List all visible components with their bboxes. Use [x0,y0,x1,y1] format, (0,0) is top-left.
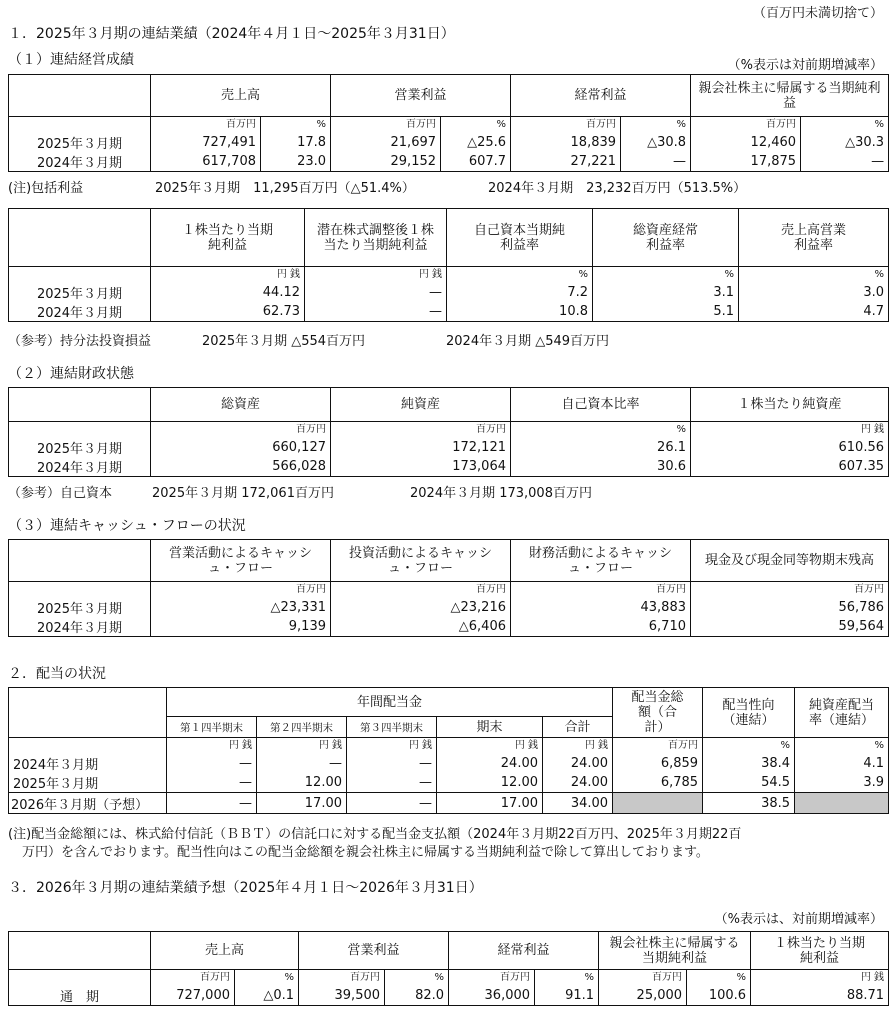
cell: 25,000 [599,986,687,1006]
unit-yen: 円 銭 [437,738,543,755]
cell: 34.00 [543,793,613,814]
cell: 6,859 [613,754,703,773]
cell: 610.56 [691,438,889,457]
unit-pct: % [441,117,511,134]
cell: △30.3 [801,133,889,152]
comprehensive-income-label: (注)包括利益 [8,181,84,196]
unit-cell [9,422,151,439]
comprehensive-income-2024: 2024年３月期 23,232百万円（513.5%） [488,181,747,196]
table-row [9,133,889,152]
row-label: 2025年３月期 [9,773,167,793]
cell: 5.1 [593,302,739,322]
table-row [9,598,889,617]
header-eps: １株当たり当期純利益 [151,209,305,267]
cell: △6,406 [331,617,511,637]
cell: 607.35 [691,457,889,477]
unit-pct: % [703,738,795,755]
shaded-cell [613,793,703,814]
unit-pct: % [535,970,599,987]
unit-pct: % [385,970,449,987]
header-dividend-on-equity: 純資産配当率（連結） [795,688,889,738]
cell: 24.00 [543,773,613,793]
shaded-cell [795,793,889,814]
header-sales: 売上高 [151,75,331,117]
unit-amount: 百万円 [151,970,235,987]
unit-yen: 円 銭 [543,738,613,755]
cell: 173,064 [331,457,511,477]
equity-method-2025: 2025年３月期 △554百万円 [202,334,366,349]
cell: 4.1 [795,754,889,773]
row-label: 2024年３月期 [9,457,151,477]
unit-yen: 円 銭 [751,970,889,987]
header-net-income: 親会社株主に帰属する当期純利益 [691,75,889,117]
cell: 6,785 [613,773,703,793]
header-q1: 第１四半期末 [167,717,257,738]
cell: 56,786 [691,598,889,617]
cell: — [801,152,889,172]
unit-cell [9,117,151,134]
pct-note: （%表示は対前期増減率） [727,58,883,73]
header-roe: 自己資本当期純利益率 [447,209,593,267]
cell: 12,460 [691,133,801,152]
equity-method-label: （参考）持分法投資損益 [8,334,152,349]
cell: 26.1 [511,438,691,457]
header-total-dividend: 配当金総額（合計） [613,688,703,738]
unit-amount: 百万円 [613,738,703,755]
unit-yen: 円 銭 [691,422,889,439]
cell: 100.6 [687,986,751,1006]
equity-2024: 2024年３月期 173,008百万円 [410,486,592,501]
header-operating-income: 営業利益 [299,932,449,970]
unit-cell [9,738,167,755]
corner-cell [9,388,151,422]
cell: 3.1 [593,283,739,302]
cell: 617,708 [151,152,261,172]
header-operating-cf: 営業活動によるキャッシュ・フロー [151,540,331,582]
header-net-assets: 純資産 [331,388,511,422]
unit-amount: 百万円 [151,422,331,439]
cell: 18,839 [511,133,621,152]
corner-cell [9,75,151,117]
cell: 607.7 [441,152,511,172]
unit-cell [9,267,151,284]
header-bps: １株当たり純資産 [691,388,889,422]
cell: — [167,793,257,814]
unit-amount: 百万円 [511,117,621,134]
unit-pct: % [801,117,889,134]
subsection-financial-position: （２）連結財政状態 [8,366,134,382]
cell: 39,500 [299,986,385,1006]
cell: 727,000 [151,986,235,1006]
header-ordinary-income: 経常利益 [511,75,691,117]
cell: 62.73 [151,302,305,322]
unit-amount: 百万円 [691,117,801,134]
unit-cell [9,582,151,599]
header-q3: 第３四半期末 [347,717,437,738]
unit-yen: 円 銭 [151,267,305,284]
row-label: 2024年３月期 [9,152,151,172]
cell: 10.8 [447,302,593,322]
header-roa: 総資産経常利益率 [593,209,739,267]
cell: 7.2 [447,283,593,302]
unit-pct: % [687,970,751,987]
header-payout-ratio: 配当性向（連結） [703,688,795,738]
cell: 17.8 [261,133,331,152]
section2-title: ２．配当の状況 [8,666,106,682]
unit-yen: 円 銭 [257,738,347,755]
cell: △25.6 [441,133,511,152]
header-investing-cf: 投資活動によるキャッシュ・フロー [331,540,511,582]
unit-pct: % [511,422,691,439]
unit-pct: % [795,738,889,755]
header-financing-cf: 財務活動によるキャッシュ・フロー [511,540,691,582]
header-ordinary-income: 経常利益 [449,932,599,970]
cell: 91.1 [535,986,599,1006]
row-label: 2024年３月期 [9,617,151,637]
header-diluted-eps: 潜在株式調整後１株当たり当期純利益 [305,209,447,267]
dividend-note-line1: (注)配当金総額には、株式給付信託（ＢＢＴ）の信託口に対する配当金支払額（2024年３月期22百万円、2025年３月期22百 [8,827,742,842]
table-row [9,283,889,302]
cell: 27,221 [511,152,621,172]
cell: 29,152 [331,152,441,172]
row-label: 2026年３月期（予想） [9,793,167,814]
unit-pct: % [235,970,299,987]
table-row [9,773,889,793]
row-label: 2025年３月期 [9,133,151,152]
header-equity-ratio: 自己資本比率 [511,388,691,422]
cell: 43,883 [511,598,691,617]
header-year-end: 期末 [437,717,543,738]
unit-yen: 円 銭 [347,738,437,755]
cell: 727,491 [151,133,261,152]
cell: 38.4 [703,754,795,773]
cell: △0.1 [235,986,299,1006]
unit-amount: 百万円 [449,970,535,987]
cell: 17.00 [257,793,347,814]
cell: — [167,754,257,773]
subsection-operating-results: （１）連結経営成績 [8,52,134,68]
cell: 38.5 [703,793,795,814]
cell: 24.00 [543,754,613,773]
equity-2025: 2025年３月期 172,061百万円 [152,486,334,501]
cell: △30.8 [621,133,691,152]
unit-amount: 百万円 [151,117,261,134]
per-share-table [8,208,889,322]
table-row [9,986,889,1006]
corner-cell [9,688,167,738]
header-q2: 第２四半期末 [257,717,347,738]
corner-cell [9,209,151,267]
comprehensive-income-2025: 2025年３月期 11,295百万円（△51.4%） [155,181,415,196]
cell: 23.0 [261,152,331,172]
unit-amount: 百万円 [331,422,511,439]
cell: 82.0 [385,986,449,1006]
table-row [9,617,889,637]
cell: 59,564 [691,617,889,637]
unit-pct: % [739,267,889,284]
cell: — [621,152,691,172]
cash-flow-table [8,539,889,637]
cell: — [347,793,437,814]
unit-note: （百万円未満切捨て） [752,6,883,21]
corner-cell [9,540,151,582]
cell: — [305,302,447,322]
equity-method-2024: 2024年３月期 △549百万円 [446,334,610,349]
financial-position-table [8,387,889,477]
cell: 566,028 [151,457,331,477]
row-label: 2024年３月期 [9,302,151,322]
cell: — [167,773,257,793]
unit-cell [9,970,151,987]
cell: 12.00 [437,773,543,793]
table-row [9,754,889,773]
unit-pct: % [447,267,593,284]
header-annual-dividend: 年間配当金 [167,688,613,717]
cell: 54.5 [703,773,795,793]
header-sales: 売上高 [151,932,299,970]
row-label: 2025年３月期 [9,438,151,457]
table-row [9,302,889,322]
cell: — [347,754,437,773]
cell: △23,331 [151,598,331,617]
header-eps: １株当たり当期純利益 [751,932,889,970]
unit-yen: 円 銭 [305,267,447,284]
corner-cell [9,932,151,970]
cell: — [305,283,447,302]
forecast-pct-note: （%表示は、対前期増減率） [714,912,883,927]
header-cash-balance: 現金及び現金同等物期末残高 [691,540,889,582]
section1-title: １．2025年３月期の連結業績（2024年４月１日～2025年３月31日） [8,26,455,42]
cell: 17,875 [691,152,801,172]
dividend-note-line2: 万円）を含んでおります。配当性向はこの配当金総額を親会社株主に帰属する当期純利益で除して算出しております。 [22,845,709,860]
cell: 9,139 [151,617,331,637]
unit-pct: % [261,117,331,134]
header-net-income: 親会社株主に帰属する当期純利益 [599,932,751,970]
header-total-assets: 総資産 [151,388,331,422]
unit-yen: 円 銭 [167,738,257,755]
unit-amount: 百万円 [151,582,331,599]
table-row [9,152,889,172]
row-label: 2024年３月期 [9,754,167,773]
unit-pct: % [593,267,739,284]
row-label: 2025年３月期 [9,598,151,617]
unit-amount: 百万円 [331,117,441,134]
unit-pct: % [621,117,691,134]
cell: 24.00 [437,754,543,773]
equity-label: （参考）自己資本 [8,486,113,501]
row-label: 通 期 [9,986,151,1006]
unit-amount: 百万円 [599,970,687,987]
table-row [9,438,889,457]
cell: 172,121 [331,438,511,457]
section3-title: ３．2026年３月期の連結業績予想（2025年４月１日～2026年３月31日） [8,880,483,896]
cell: 36,000 [449,986,535,1006]
cell: 21,697 [331,133,441,152]
unit-amount: 百万円 [511,582,691,599]
cell: △23,216 [331,598,511,617]
header-operating-income: 営業利益 [331,75,511,117]
cell: 17.00 [437,793,543,814]
cell: 3.9 [795,773,889,793]
cell: 44.12 [151,283,305,302]
cell: — [347,773,437,793]
header-total: 合計 [543,717,613,738]
unit-amount: 百万円 [691,582,889,599]
subsection-cash-flows: （３）連結キャッシュ・フローの状況 [8,518,246,534]
unit-amount: 百万円 [299,970,385,987]
cell: 30.6 [511,457,691,477]
cell: 12.00 [257,773,347,793]
cell: — [257,754,347,773]
forecast-table [8,931,889,1006]
cell: 660,127 [151,438,331,457]
table-row [9,793,889,814]
cell: 4.7 [739,302,889,322]
table-row [9,457,889,477]
header-operating-margin: 売上高営業利益率 [739,209,889,267]
row-label: 2025年３月期 [9,283,151,302]
unit-amount: 百万円 [331,582,511,599]
dividends-table [8,687,889,814]
cell: 6,710 [511,617,691,637]
cell: 88.71 [751,986,889,1006]
operating-results-table [8,74,889,172]
cell: 3.0 [739,283,889,302]
